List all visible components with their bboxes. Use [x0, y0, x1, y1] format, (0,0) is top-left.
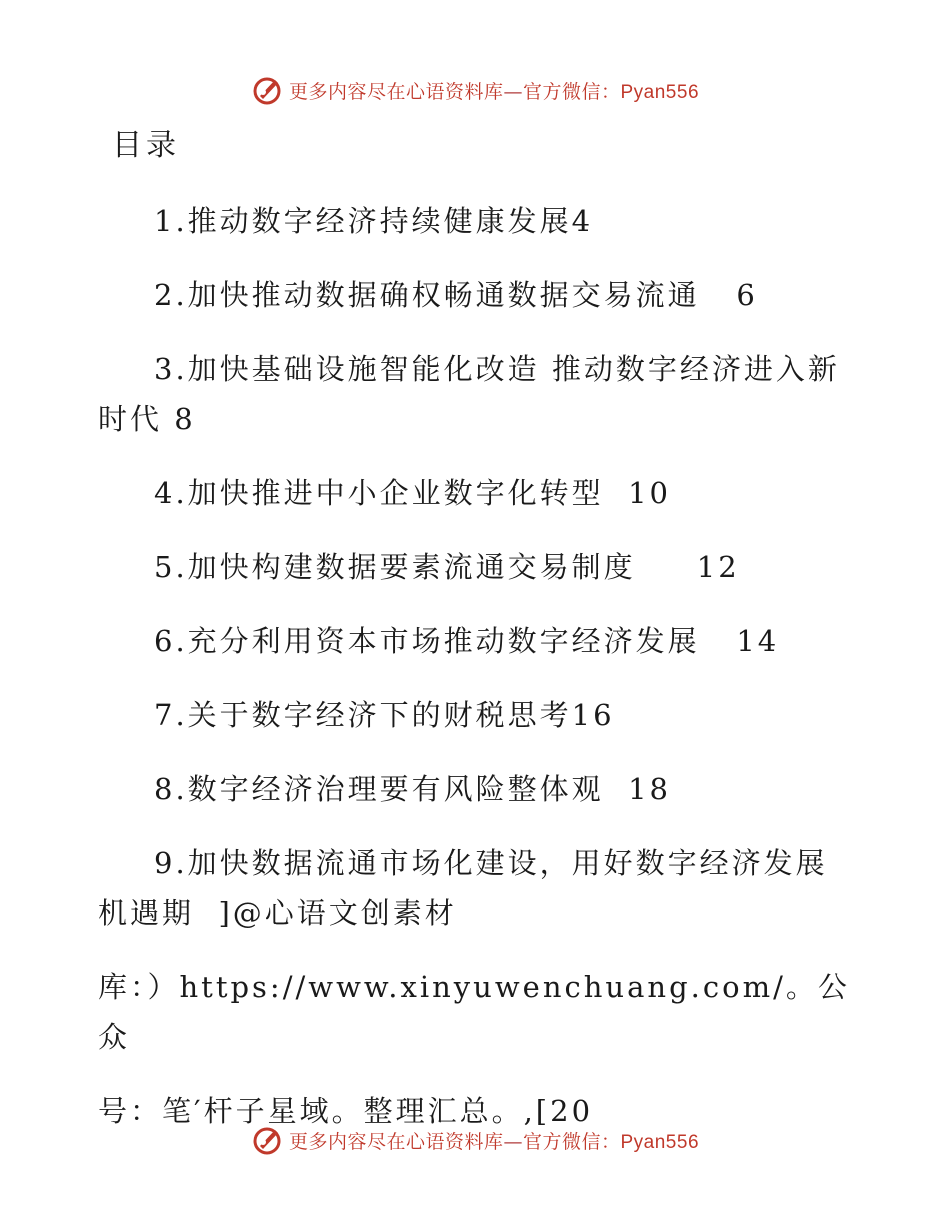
toc-entry[interactable]: 5.加快构建数据要素流通交易制度 12	[154, 550, 740, 584]
toc-entry[interactable]: 2.加快推动数据确权畅通数据交易流通 6	[154, 278, 758, 312]
footer-banner	[0, 1120, 950, 1160]
toc-entry[interactable]: 3.加快基础设施智能化改造 推动数字经济进入新时代 8	[98, 352, 840, 436]
tail-line: 号：笔′杆子星域。整理汇总。,[20	[98, 1094, 594, 1128]
toc-entry[interactable]: 9.加快数据流通市场化建设，用好数字经济发展机遇期 ]@心语文创素材	[98, 846, 828, 930]
toc-entry[interactable]: 6.充分利用资本市场推动数字经济发展 14	[154, 624, 780, 658]
toc-list	[98, 196, 858, 962]
toc-entry[interactable]: 1.推动数字经济持续健康发展4	[154, 204, 594, 238]
banner-text: 更多内容尽在心语资料库—官方微信：Pyan556	[288, 80, 700, 103]
header-banner	[0, 70, 950, 110]
page-title: 目录	[112, 128, 180, 163]
toc-entry[interactable]: 7.关于数字经济下的财税思考16	[154, 698, 615, 732]
quill-seal-icon	[251, 74, 283, 106]
tail-line: 库：）https://www.xinyuwenchuang.com/。公众	[98, 970, 850, 1054]
banner-text: 更多内容尽在心语资料库—官方微信：Pyan556	[288, 1130, 700, 1153]
toc-entry[interactable]: 8.数字经济治理要有风险整体观 18	[154, 772, 672, 806]
toc-entry[interactable]: 4.加快推进中小企业数字化转型 10	[154, 476, 672, 510]
quill-seal-icon	[251, 1124, 283, 1156]
